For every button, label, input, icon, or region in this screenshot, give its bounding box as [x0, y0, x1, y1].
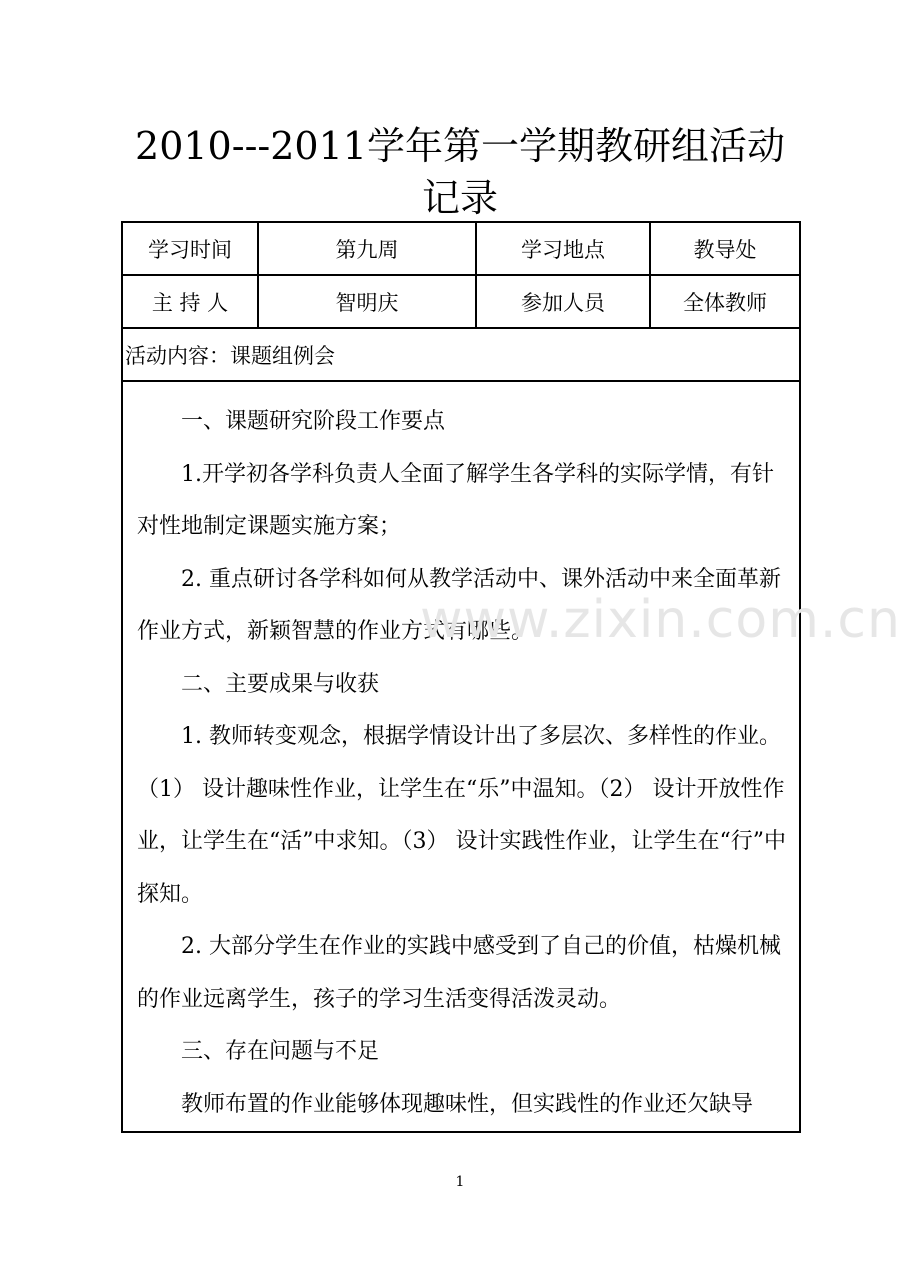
- participants-value: 全体教师: [650, 275, 800, 328]
- paragraph-4: 2. 大部分学生在作业的实践中感受到了自己的价值，枯燥机械的作业远离学生，孩子的学习生活变得活泼灵动。: [137, 934, 781, 1012]
- activity-content-label: 活动内容：课题组例会: [122, 328, 800, 381]
- host-label: 主 持 人: [122, 275, 258, 328]
- info-row-host: [122, 275, 800, 328]
- paragraph-2: 2. 重点研讨各学科如何从教学活动中、课外活动中来全面革新作业方式，新颖智慧的作业方式有哪些。: [137, 566, 781, 644]
- paragraph-1: 1.开学初各学科负责人全面了解学生各学科的实际学情，有针对性地制定课题实施方案；: [137, 461, 774, 539]
- section-heading-1: 一、课题研究阶段工作要点: [181, 409, 446, 434]
- page-title: 2010---2011学年第一学期教研组活动记录: [135, 124, 785, 220]
- section-heading-3: 三、存在问题与不足: [181, 1039, 380, 1064]
- activity-record-table: [121, 221, 801, 1133]
- section-heading-2: 二、主要成果与收获: [181, 671, 380, 697]
- study-time-value: 第九周: [258, 222, 476, 275]
- participants-label: 参加人员: [476, 275, 650, 328]
- content-row: [122, 381, 800, 1132]
- watermark: www.zixin.com.cn: [420, 590, 901, 650]
- paragraph-5: 教师布置的作业能够体现趣味性，但实践性的作业还欠缺导: [181, 1091, 754, 1117]
- content-cell: [122, 381, 800, 1132]
- study-time-label: 学习时间: [122, 222, 258, 275]
- study-place-value: 教导处: [650, 222, 800, 275]
- paragraph-3: 1. 教师转变观念，根据学情设计出了多层次、多样性的作业。（1） 设计趣味性作业，让学生在“乐”中温知。（2） 设计开放性作业，让学生在“活”中求知。（3） 设计实践性作业，让学生在“行”中探知。: [137, 724, 786, 907]
- page-number: 1: [455, 1174, 465, 1190]
- info-row-time: [122, 222, 800, 275]
- host-value: 智明庆: [258, 275, 476, 328]
- study-place-label: 学习地点: [476, 222, 650, 275]
- activity-row: [122, 328, 800, 381]
